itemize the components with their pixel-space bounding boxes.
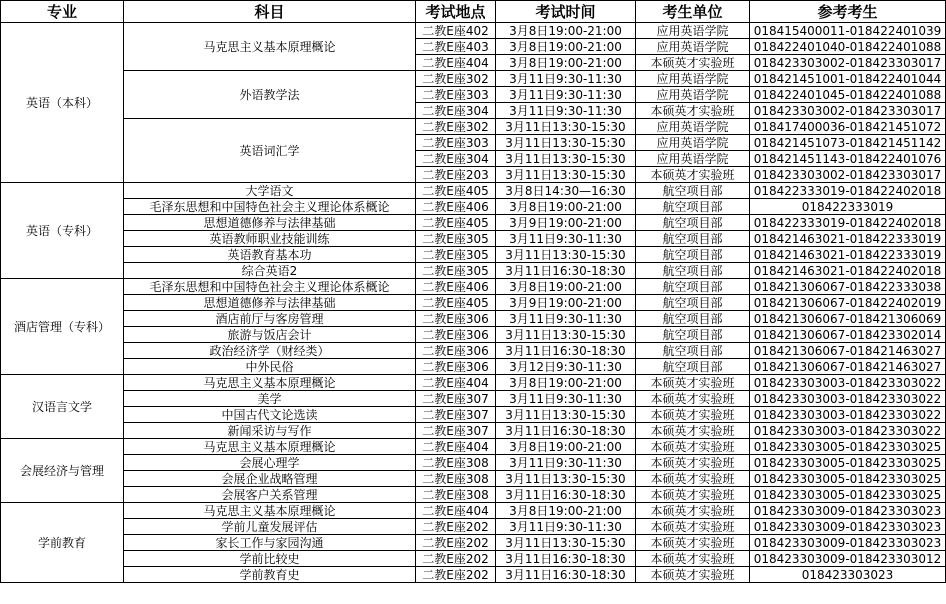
- place-cell: 二教E座303: [416, 135, 496, 151]
- unit-cell: 航空项目部: [636, 215, 750, 231]
- header-place: 考试地点: [416, 1, 496, 23]
- time-cell: 3月11日13:30-15:30: [496, 327, 636, 343]
- header-major: 专业: [1, 1, 124, 23]
- unit-cell: 本硕英才实验班: [636, 407, 750, 423]
- unit-cell: 本硕英才实验班: [636, 535, 750, 551]
- subject-cell: 综合英语2: [124, 263, 416, 279]
- students-cell: 018421306067-018421463027: [750, 359, 946, 375]
- table-row: [1, 199, 946, 215]
- place-cell: 二教E座202: [416, 551, 496, 567]
- place-cell: 二教E座307: [416, 423, 496, 439]
- place-cell: 二教E座308: [416, 471, 496, 487]
- place-cell: 二教E座202: [416, 519, 496, 535]
- unit-cell: 航空项目部: [636, 231, 750, 247]
- subject-cell: 会展企业战略管理: [124, 471, 416, 487]
- time-cell: 3月8日19:00-21:00: [496, 375, 636, 391]
- students-cell: 018421463021-018422333019: [750, 231, 946, 247]
- unit-cell: 本硕英才实验班: [636, 519, 750, 535]
- unit-cell: 应用英语学院: [636, 23, 750, 39]
- subject-cell: 中外民俗: [124, 359, 416, 375]
- subject-cell: 马克思主义基本原理概论: [124, 23, 416, 71]
- table-row: [1, 359, 946, 375]
- students-cell: 018423303005-018423303025: [750, 487, 946, 503]
- place-cell: 二教E座306: [416, 311, 496, 327]
- time-cell: 3月8日19:00-21:00: [496, 503, 636, 519]
- place-cell: 二教E座404: [416, 55, 496, 71]
- time-cell: 3月9日19:00-21:00: [496, 215, 636, 231]
- unit-cell: 本硕英才实验班: [636, 391, 750, 407]
- place-cell: 二教E座202: [416, 567, 496, 583]
- time-cell: 3月11日13:30-15:30: [496, 535, 636, 551]
- unit-cell: 航空项目部: [636, 295, 750, 311]
- students-cell: 018421306067-018422333038: [750, 279, 946, 295]
- students-cell: 018422333019-018422402018: [750, 183, 946, 199]
- time-cell: 3月11日16:30-18:30: [496, 263, 636, 279]
- unit-cell: 本硕英才实验班: [636, 375, 750, 391]
- schedule-body: [1, 23, 946, 583]
- table-row: [1, 503, 946, 519]
- place-cell: 二教E座305: [416, 247, 496, 263]
- table-row: [1, 423, 946, 439]
- subject-cell: 旅游与饭店会计: [124, 327, 416, 343]
- students-cell: 018423303005-018423303025: [750, 439, 946, 455]
- students-cell: 018417400036-018421451072: [750, 119, 946, 135]
- header-unit: 考生单位: [636, 1, 750, 23]
- table-row: [1, 119, 946, 135]
- unit-cell: 应用英语学院: [636, 119, 750, 135]
- time-cell: 3月11日16:30-18:30: [496, 423, 636, 439]
- time-cell: 3月11日9:30-11:30: [496, 455, 636, 471]
- header-subject: 科目: [124, 1, 416, 23]
- subject-cell: 思想道德修养与法律基础: [124, 295, 416, 311]
- subject-cell: 思想道德修养与法律基础: [124, 215, 416, 231]
- students-cell: 018423303009-018423303023: [750, 535, 946, 551]
- place-cell: 二教E座404: [416, 503, 496, 519]
- place-cell: 二教E座202: [416, 535, 496, 551]
- subject-cell: 中国古代文论选读: [124, 407, 416, 423]
- unit-cell: 本硕英才实验班: [636, 55, 750, 71]
- time-cell: 3月11日13:30-15:30: [496, 407, 636, 423]
- table-row: [1, 23, 946, 39]
- unit-cell: 本硕英才实验班: [636, 487, 750, 503]
- table-row: [1, 535, 946, 551]
- time-cell: 3月11日9:30-11:30: [496, 391, 636, 407]
- subject-cell: 美学: [124, 391, 416, 407]
- subject-cell: 毛泽东思想和中国特色社会主义理论体系概论: [124, 279, 416, 295]
- subject-cell: 会展心理学: [124, 455, 416, 471]
- place-cell: 二教E座404: [416, 375, 496, 391]
- time-cell: 3月11日16:30-18:30: [496, 343, 636, 359]
- place-cell: 二教E座303: [416, 87, 496, 103]
- students-cell: 018423303005-018423303025: [750, 471, 946, 487]
- place-cell: 二教E座405: [416, 183, 496, 199]
- students-cell: 018421306067-018423302014: [750, 327, 946, 343]
- students-cell: 018422333019: [750, 199, 946, 215]
- subject-cell: 大学语文: [124, 183, 416, 199]
- unit-cell: 航空项目部: [636, 327, 750, 343]
- students-cell: 018421463021-018422402018: [750, 263, 946, 279]
- place-cell: 二教E座305: [416, 231, 496, 247]
- table-row: [1, 471, 946, 487]
- subject-cell: 英语词汇学: [124, 119, 416, 183]
- table-row: [1, 295, 946, 311]
- header-row: [1, 1, 946, 23]
- table-row: [1, 551, 946, 567]
- place-cell: 二教E座304: [416, 151, 496, 167]
- subject-cell: 英语教师职业技能训练: [124, 231, 416, 247]
- place-cell: 二教E座406: [416, 199, 496, 215]
- place-cell: 二教E座308: [416, 455, 496, 471]
- students-cell: 018421306067-018422402019: [750, 295, 946, 311]
- table-row: [1, 375, 946, 391]
- unit-cell: 航空项目部: [636, 279, 750, 295]
- unit-cell: 本硕英才实验班: [636, 167, 750, 183]
- time-cell: 3月8日14:30—16:30: [496, 183, 636, 199]
- students-cell: 018423303003-018423303022: [750, 423, 946, 439]
- subject-cell: 学前教育史: [124, 567, 416, 583]
- place-cell: 二教E座307: [416, 407, 496, 423]
- table-row: [1, 231, 946, 247]
- time-cell: 3月11日9:30-11:30: [496, 311, 636, 327]
- header-students: 参考考生: [750, 1, 946, 23]
- students-cell: 018421451143-018422401076: [750, 151, 946, 167]
- time-cell: 3月11日9:30-11:30: [496, 103, 636, 119]
- students-cell: 018422401040-018422401088: [750, 39, 946, 55]
- time-cell: 3月12日9:30-11:30: [496, 359, 636, 375]
- subject-cell: 酒店前厅与客房管理: [124, 311, 416, 327]
- time-cell: 3月11日13:30-15:30: [496, 471, 636, 487]
- subject-cell: 学前比较史: [124, 551, 416, 567]
- students-cell: 018421306067-018421306069: [750, 311, 946, 327]
- table-row: [1, 215, 946, 231]
- students-cell: 018423303002-018423303017: [750, 103, 946, 119]
- subject-cell: 英语教育基本功: [124, 247, 416, 263]
- place-cell: 二教E座306: [416, 343, 496, 359]
- place-cell: 二教E座403: [416, 39, 496, 55]
- unit-cell: 航空项目部: [636, 343, 750, 359]
- time-cell: 3月8日19:00-21:00: [496, 199, 636, 215]
- subject-cell: 马克思主义基本原理概论: [124, 375, 416, 391]
- time-cell: 3月11日16:30-18:30: [496, 551, 636, 567]
- students-cell: 018423303003-018423303022: [750, 391, 946, 407]
- table-row: [1, 279, 946, 295]
- students-cell: 018422401045-018422401088: [750, 87, 946, 103]
- place-cell: 二教E座406: [416, 279, 496, 295]
- header-time: 考试时间: [496, 1, 636, 23]
- time-cell: 3月11日9:30-11:30: [496, 87, 636, 103]
- unit-cell: 应用英语学院: [636, 87, 750, 103]
- time-cell: 3月11日9:30-11:30: [496, 519, 636, 535]
- place-cell: 二教E座306: [416, 359, 496, 375]
- table-row: [1, 71, 946, 87]
- place-cell: 二教E座304: [416, 103, 496, 119]
- place-cell: 二教E座203: [416, 167, 496, 183]
- time-cell: 3月11日13:30-15:30: [496, 135, 636, 151]
- unit-cell: 本硕英才实验班: [636, 551, 750, 567]
- time-cell: 3月11日13:30-15:30: [496, 167, 636, 183]
- major-cell: 学前教育: [1, 503, 124, 583]
- subject-cell: 会展客户关系管理: [124, 487, 416, 503]
- time-cell: 3月11日13:30-15:30: [496, 151, 636, 167]
- place-cell: 二教E座404: [416, 439, 496, 455]
- subject-cell: 毛泽东思想和中国特色社会主义理论体系概论: [124, 199, 416, 215]
- subject-cell: 马克思主义基本原理概论: [124, 503, 416, 519]
- unit-cell: 本硕英才实验班: [636, 455, 750, 471]
- unit-cell: 应用英语学院: [636, 39, 750, 55]
- place-cell: 二教E座405: [416, 295, 496, 311]
- subject-cell: 外语教学法: [124, 71, 416, 119]
- place-cell: 二教E座307: [416, 391, 496, 407]
- unit-cell: 航空项目部: [636, 247, 750, 263]
- table-row: [1, 263, 946, 279]
- time-cell: 3月11日16:30-18:30: [496, 487, 636, 503]
- students-cell: 018421451001-018422401044: [750, 71, 946, 87]
- major-cell: 英语（本科）: [1, 23, 124, 183]
- unit-cell: 航空项目部: [636, 263, 750, 279]
- major-cell: 会展经济与管理: [1, 439, 124, 503]
- subject-cell: 新闻采访与写作: [124, 423, 416, 439]
- table-row: [1, 487, 946, 503]
- time-cell: 3月8日19:00-21:00: [496, 279, 636, 295]
- subject-cell: 家长工作与家园沟通: [124, 535, 416, 551]
- time-cell: 3月8日19:00-21:00: [496, 439, 636, 455]
- students-cell: 018423303003-018423303022: [750, 407, 946, 423]
- time-cell: 3月8日19:00-21:00: [496, 23, 636, 39]
- table-row: [1, 567, 946, 583]
- time-cell: 3月8日19:00-21:00: [496, 55, 636, 71]
- unit-cell: 应用英语学院: [636, 71, 750, 87]
- students-cell: 018423303009-018423303012: [750, 551, 946, 567]
- students-cell: 018423303003-018423303022: [750, 375, 946, 391]
- students-cell: 018423303002-018423303017: [750, 55, 946, 71]
- subject-cell: 学前儿童发展评估: [124, 519, 416, 535]
- time-cell: 3月11日13:30-15:30: [496, 119, 636, 135]
- unit-cell: 航空项目部: [636, 311, 750, 327]
- place-cell: 二教E座306: [416, 327, 496, 343]
- students-cell: 018423303009-018423303023: [750, 503, 946, 519]
- time-cell: 3月11日9:30-11:30: [496, 71, 636, 87]
- place-cell: 二教E座402: [416, 23, 496, 39]
- table-row: [1, 343, 946, 359]
- major-cell: 汉语言文学: [1, 375, 124, 439]
- unit-cell: 本硕英才实验班: [636, 439, 750, 455]
- unit-cell: 本硕英才实验班: [636, 567, 750, 583]
- unit-cell: 本硕英才实验班: [636, 423, 750, 439]
- students-cell: 018423303002-018423303017: [750, 167, 946, 183]
- table-row: [1, 455, 946, 471]
- students-cell: 018423303005-018423303025: [750, 455, 946, 471]
- place-cell: 二教E座405: [416, 215, 496, 231]
- table-row: [1, 183, 946, 199]
- place-cell: 二教E座302: [416, 71, 496, 87]
- place-cell: 二教E座308: [416, 487, 496, 503]
- unit-cell: 航空项目部: [636, 183, 750, 199]
- table-row: [1, 391, 946, 407]
- table-row: [1, 327, 946, 343]
- table-row: [1, 519, 946, 535]
- students-cell: 018423303009-018423303023: [750, 519, 946, 535]
- unit-cell: 应用英语学院: [636, 151, 750, 167]
- unit-cell: 航空项目部: [636, 199, 750, 215]
- students-cell: 018423303023: [750, 567, 946, 583]
- unit-cell: 应用英语学院: [636, 135, 750, 151]
- place-cell: 二教E座305: [416, 263, 496, 279]
- unit-cell: 本硕英才实验班: [636, 103, 750, 119]
- unit-cell: 航空项目部: [636, 359, 750, 375]
- students-cell: 018421306067-018421463027: [750, 343, 946, 359]
- table-row: [1, 439, 946, 455]
- time-cell: 3月8日19:00-21:00: [496, 39, 636, 55]
- unit-cell: 本硕英才实验班: [636, 471, 750, 487]
- place-cell: 二教E座302: [416, 119, 496, 135]
- students-cell: 018421463021-018422333019: [750, 247, 946, 263]
- major-cell: 英语（专科）: [1, 183, 124, 279]
- subject-cell: 政治经济学（财经类）: [124, 343, 416, 359]
- time-cell: 3月11日9:30-11:30: [496, 231, 636, 247]
- time-cell: 3月11日16:30-18:30: [496, 567, 636, 583]
- students-cell: 018422333019-018422402018: [750, 215, 946, 231]
- subject-cell: 马克思主义基本原理概论: [124, 439, 416, 455]
- table-row: [1, 407, 946, 423]
- students-cell: 018421451073-018421451142: [750, 135, 946, 151]
- students-cell: 018415400011-018422401039: [750, 23, 946, 39]
- unit-cell: 本硕英才实验班: [636, 503, 750, 519]
- time-cell: 3月11日13:30-15:30: [496, 247, 636, 263]
- major-cell: 酒店管理（专科）: [1, 279, 124, 375]
- table-row: [1, 247, 946, 263]
- table-row: [1, 311, 946, 327]
- time-cell: 3月9日19:00-21:00: [496, 295, 636, 311]
